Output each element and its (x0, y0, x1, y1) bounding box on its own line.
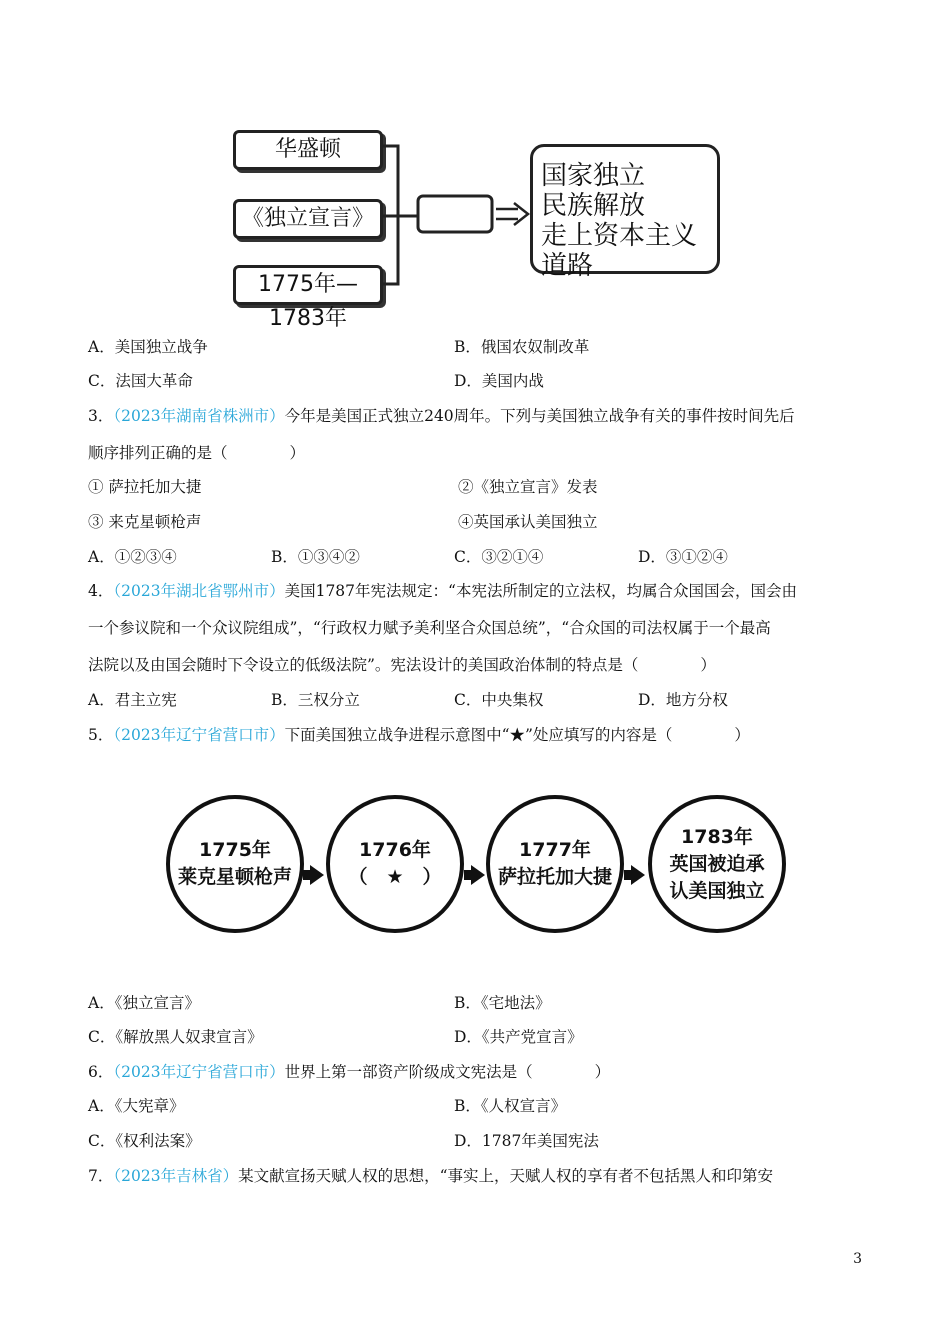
q4-number: 4． (88, 582, 114, 600)
q5-number: 5． (88, 726, 114, 744)
q5-text: 下面美国独立战争进程示意图中“★”处应填写的内容是（ ） (284, 726, 750, 744)
q6-option-a: A．《大宪章》 (88, 1097, 185, 1115)
circle-year: 1777年 (519, 839, 591, 861)
q3-item-1: ① 萨拉托加大捷 (88, 478, 202, 496)
q2-option-c: C．法国大革命 (88, 372, 193, 390)
arrow-right-icon (471, 865, 485, 885)
q3-option-a: A．①②③④ (88, 548, 177, 566)
q5-stem (88, 725, 750, 745)
result-box (530, 144, 720, 281)
q4-option-c: C．中央集权 (454, 691, 544, 709)
box-years: 1775年—1783年 (233, 265, 383, 305)
result-line-1: 国家独立 (541, 161, 646, 191)
concept-diagram (0, 0, 950, 331)
q3-stem-cont: 顺序排列正确的是（ ） (88, 444, 306, 462)
arrow-right-icon (310, 865, 324, 885)
timeline-circle-1783 (648, 795, 786, 933)
blank-answer-box (418, 196, 492, 232)
circle-event: 莱克星顿枪声 (177, 866, 292, 888)
q6-text: 世界上第一部资产阶级成文宪法是（ ） (284, 1063, 611, 1081)
q7-stem (88, 1166, 773, 1186)
q2-option-b: B．俄国农奴制改革 (454, 338, 590, 356)
q6-number: 6． (88, 1063, 114, 1081)
q5-source: （2023年辽宁省营口市） (113, 726, 285, 744)
circle-event: 萨拉托加大捷 (497, 866, 612, 888)
timeline-circle-1777 (486, 795, 624, 933)
q4-stem-cont-1: 一个参议院和一个众议院组成”，“行政权力赋予美利坚合众国总统”，“合众国的司法权属于一个最高 (88, 619, 771, 637)
timeline-circle-1775 (166, 795, 304, 933)
q6-option-b: B．《人权宣言》 (454, 1097, 567, 1115)
q4-option-b: B．三权分立 (271, 691, 360, 709)
q3-stem (88, 406, 795, 426)
circle-year: 1775年 (199, 839, 271, 861)
q4-source: （2023年湖北省鄂州市） (113, 582, 285, 600)
q4-text: 美国1787年宪法规定：“本宪法所制定的立法权，均属合众国国会，国会由 (284, 582, 797, 600)
q2-option-a: A．美国独立战争 (88, 338, 208, 356)
q3-text: 今年是美国正式独立240周年。下列与美国独立战争有关的事件按时间先后 (284, 407, 795, 425)
timeline-diagram (0, 790, 950, 960)
box-washington: 华盛顿 (233, 130, 383, 170)
q5-option-c: C．《解放黑人奴隶宣言》 (88, 1028, 263, 1046)
arrow-right-icon (631, 865, 645, 885)
box-declaration: 《独立宣言》 (233, 199, 383, 239)
q3-source: （2023年湖南省株洲市） (113, 407, 285, 425)
double-arrow-icon (496, 203, 528, 225)
q3-item-2: ②《独立宣言》发表 (458, 478, 598, 496)
q4-stem (88, 581, 797, 601)
q3-option-b: B．①③④② (271, 548, 360, 566)
q6-option-c: C．《权利法案》 (88, 1132, 201, 1150)
q4-option-d: D．地方分权 (638, 691, 728, 709)
result-line-3: 走上资本主义道路 (541, 221, 698, 281)
circle-event: （ ★ ） (348, 866, 442, 888)
q4-option-a: A．君主立宪 (88, 691, 177, 709)
q4-stem-cont-2: 法院以及由国会随时下令设立的低级法院”。宪法设计的美国政治体制的特点是（ ） (88, 656, 716, 674)
q6-option-d: D．1787年美国宪法 (454, 1132, 599, 1150)
bracket-connector (0, 0, 950, 310)
q2-option-d: D．美国内战 (454, 372, 544, 390)
circle-year: 1776年 (359, 839, 431, 861)
circle-year: 1783年 (681, 825, 753, 848)
q7-text: 某文献宣扬天赋人权的思想，“事实上，天赋人权的享有者不包括黑人和印第安 (238, 1167, 774, 1185)
page-number: 3 (853, 1251, 862, 1267)
q7-number: 7． (88, 1167, 114, 1185)
q3-number: 3． (88, 407, 114, 425)
circle-event: 英国被迫承认美国独立 (669, 852, 765, 902)
q3-option-c: C．③②①④ (454, 548, 544, 566)
q6-stem (88, 1062, 610, 1082)
q5-option-b: B．《宅地法》 (454, 994, 551, 1012)
q3-item-3: ③ 来克星顿枪声 (88, 513, 202, 531)
q5-option-d: D．《共产党宣言》 (454, 1028, 583, 1046)
q6-source: （2023年辽宁省营口市） (113, 1063, 285, 1081)
timeline-circle-1776 (326, 795, 464, 933)
q3-item-4: ④英国承认美国独立 (458, 513, 598, 531)
q3-option-d: D．③①②④ (638, 548, 728, 566)
result-line-2: 民族解放 (541, 191, 646, 221)
q5-option-a: A．《独立宣言》 (88, 994, 200, 1012)
q7-source: （2023年吉林省） (113, 1167, 239, 1185)
